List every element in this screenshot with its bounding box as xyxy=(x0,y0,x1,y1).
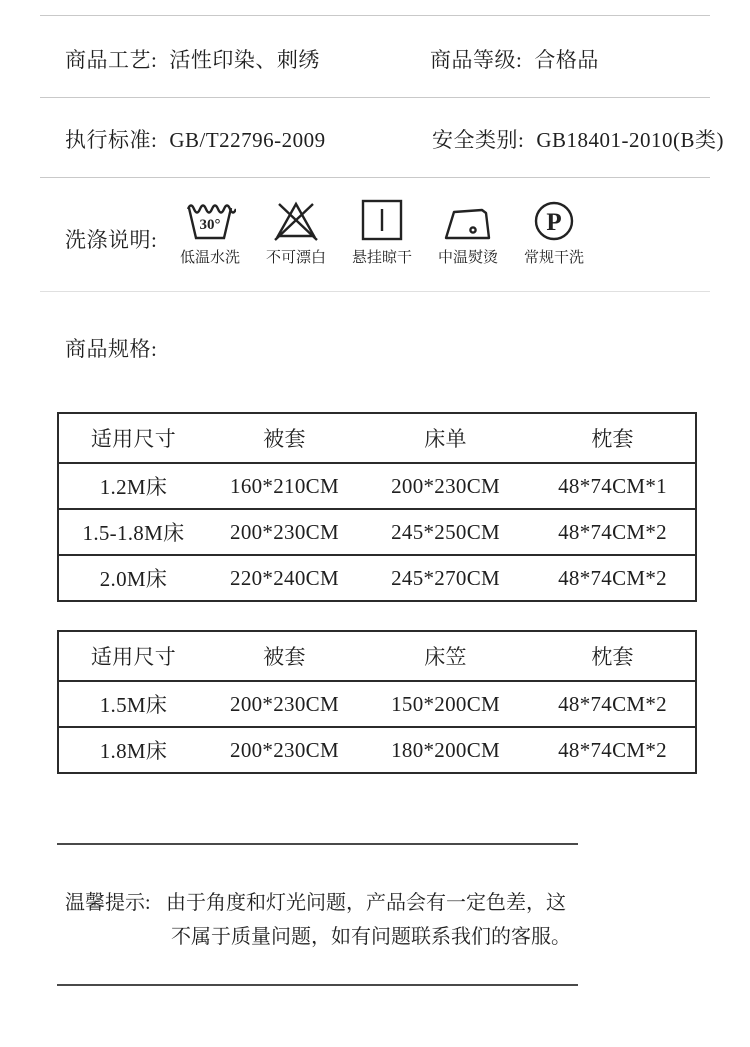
table-row xyxy=(58,727,696,773)
wash-item-label: 悬挂晾干 xyxy=(351,250,412,266)
cell-size: 1.5M床 xyxy=(58,681,208,727)
no-bleach-icon xyxy=(269,196,323,242)
cell-duvet: 200*230CM xyxy=(208,727,361,773)
safety-label: 安全类别: xyxy=(432,128,525,152)
cell-size: 2.0M床 xyxy=(58,555,208,601)
cell-sheet: 245*270CM xyxy=(361,555,530,601)
col-header-size: 适用尺寸 xyxy=(90,645,177,669)
cell-pillow: 48*74CM*1 xyxy=(530,463,696,509)
col-header-bed-sheet: 床单 xyxy=(424,427,467,451)
cell-size: 1.5-1.8M床 xyxy=(58,509,208,555)
safety-info xyxy=(432,124,724,154)
craft-label: 商品工艺: xyxy=(65,48,158,72)
notice-line: 由于角度和灯光问题，产品会有一定色差，这 xyxy=(166,892,566,914)
wash-item-hang-dry xyxy=(339,196,425,267)
col-header-size: 适用尺寸 xyxy=(90,427,177,451)
divider xyxy=(57,984,578,986)
craft-value: 活性印染、刺绣 xyxy=(169,48,320,72)
wash-item-low-temp xyxy=(167,196,253,267)
iron-medium-icon xyxy=(443,196,493,242)
wash-item-iron xyxy=(425,196,511,267)
standard-info xyxy=(65,124,326,154)
cell-fitted: 180*200CM xyxy=(361,727,530,773)
hang-dry-icon xyxy=(360,196,404,242)
wash-30-icon xyxy=(184,196,236,242)
divider xyxy=(40,97,710,98)
cell-sheet: 245*250CM xyxy=(361,509,530,555)
svg-text:30°: 30° xyxy=(199,217,221,233)
wash-item-label: 中温熨烫 xyxy=(437,250,498,266)
standard-value: GB/T22796-2009 xyxy=(169,128,326,152)
svg-text:P: P xyxy=(546,209,562,236)
col-header-pillowcase: 枕套 xyxy=(591,645,634,669)
cell-pillow: 48*74CM*2 xyxy=(530,681,696,727)
grade-value: 合格品 xyxy=(534,48,599,72)
col-header-pillowcase: 枕套 xyxy=(591,427,634,451)
cell-pillow: 48*74CM*2 xyxy=(530,727,696,773)
col-header-duvet-cover: 被套 xyxy=(263,645,306,669)
col-header-duvet-cover: 被套 xyxy=(263,427,306,451)
wash-item-label: 常规干洗 xyxy=(523,250,584,266)
cell-duvet: 200*230CM xyxy=(208,509,361,555)
cell-fitted: 150*200CM xyxy=(361,681,530,727)
cell-sheet: 200*230CM xyxy=(361,463,530,509)
table-header-row xyxy=(58,631,696,681)
cell-duvet: 200*230CM xyxy=(208,681,361,727)
cell-pillow: 48*74CM*2 xyxy=(530,555,696,601)
craft-info xyxy=(65,44,320,74)
divider xyxy=(40,291,710,292)
size-table-fitted-sheet xyxy=(57,630,697,774)
size-table-bedsheet xyxy=(57,412,697,602)
standard-label: 执行标准: xyxy=(65,128,158,152)
wash-item-no-bleach xyxy=(253,196,339,267)
wash-item-label: 不可漂白 xyxy=(265,250,326,266)
notice-line: 不属于质量问题，如有问题联系我们的客服。 xyxy=(171,926,571,948)
cell-size: 1.8M床 xyxy=(58,727,208,773)
wash-item-label: 低温水洗 xyxy=(179,250,240,266)
notice-label: 温馨提示: xyxy=(65,892,151,914)
notice-text xyxy=(166,886,571,954)
cell-size: 1.2M床 xyxy=(58,463,208,509)
wash-instructions-label: 洗涤说明: xyxy=(65,228,158,252)
table-row xyxy=(58,555,696,601)
wash-item-dry-clean xyxy=(511,196,597,267)
table-header-row xyxy=(58,413,696,463)
col-header-fitted-sheet: 床笠 xyxy=(424,645,467,669)
table-row xyxy=(58,681,696,727)
divider xyxy=(40,177,710,178)
safety-value: GB18401-2010(B类) xyxy=(536,128,725,152)
cell-duvet: 220*240CM xyxy=(208,555,361,601)
table-row xyxy=(58,509,696,555)
cell-pillow: 48*74CM*2 xyxy=(530,509,696,555)
grade-label: 商品等级: xyxy=(430,48,523,72)
table-row xyxy=(58,463,696,509)
spec-section-title: 商品规格: xyxy=(65,337,158,361)
divider xyxy=(57,843,578,845)
cell-duvet: 160*210CM xyxy=(208,463,361,509)
wash-icons-row xyxy=(167,196,597,267)
dry-clean-icon xyxy=(533,196,575,242)
grade-info xyxy=(430,44,599,74)
divider xyxy=(40,15,710,16)
